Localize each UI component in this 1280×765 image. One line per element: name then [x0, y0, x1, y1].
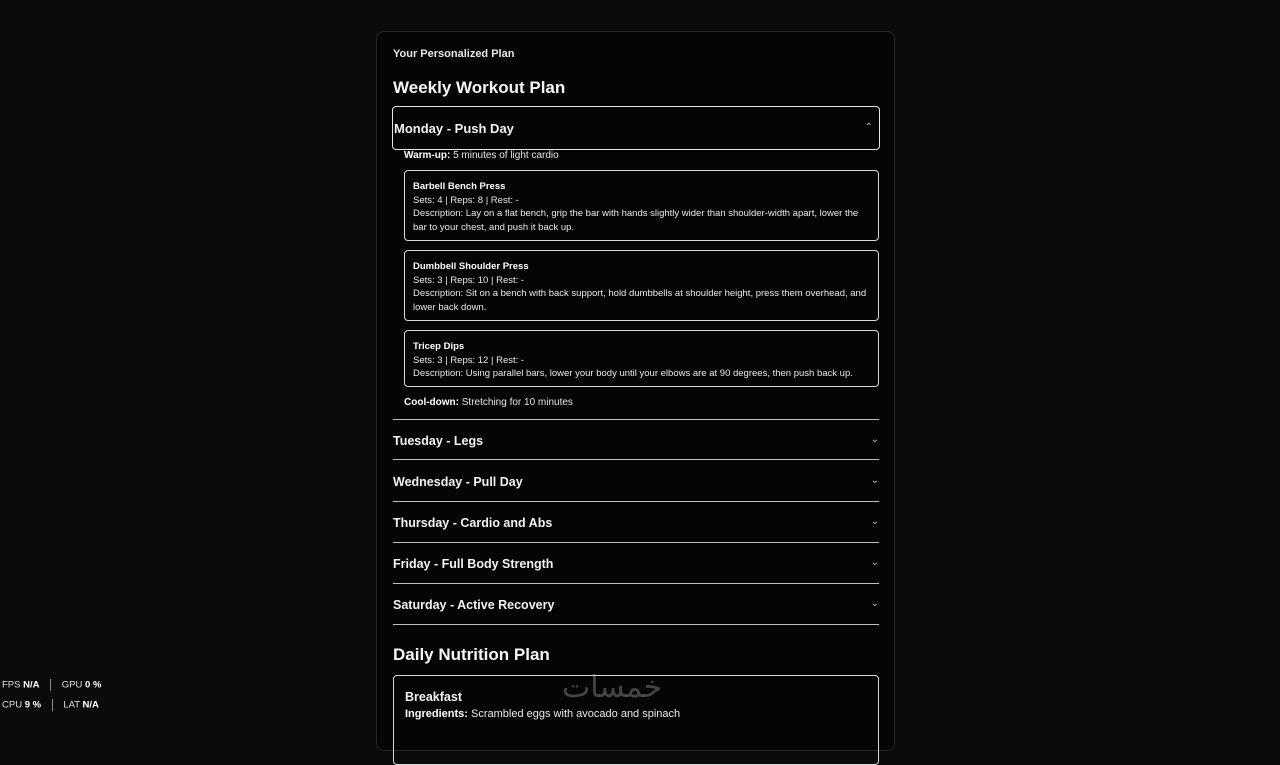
chevron-down-icon: ⌄: [870, 516, 879, 527]
accordion-friday[interactable]: [393, 543, 879, 584]
exercise-description: Description: Lay on a flat bench, grip the bar with hands slightly wider than shoulder-width apart, lower the bar to your chest, and push it back up.: [413, 208, 859, 233]
cpu-label: CPU: [2, 699, 23, 711]
exercise-card: [404, 170, 879, 241]
accordion-saturday[interactable]: [393, 584, 879, 625]
divider: [50, 679, 51, 691]
divider: [52, 699, 53, 711]
exercise-name: Tricep Dips: [413, 341, 465, 352]
fps-label: FPS: [2, 679, 21, 691]
lat-label: LAT: [63, 699, 80, 711]
cooldown-line: [393, 397, 573, 408]
chevron-down-icon: ⌄: [870, 475, 879, 486]
perf-overlay-row-1: [2, 679, 101, 691]
gpu-value: 0 %: [85, 679, 102, 691]
accordion-friday-title: Friday - Full Body Strength: [393, 557, 554, 571]
cpu-value: 9 %: [24, 699, 42, 711]
accordion-thursday[interactable]: [393, 502, 879, 543]
exercise-card: [404, 330, 879, 387]
accordion-wednesday-title: Wednesday - Pull Day: [393, 475, 523, 489]
chevron-up-icon: ⌃: [864, 122, 873, 133]
accordion-tuesday[interactable]: [393, 419, 879, 460]
exercise-name: Dumbbell Shoulder Press: [413, 261, 529, 272]
plan-card: [376, 31, 895, 751]
fps-value: N/A: [23, 679, 40, 691]
meal-ingredients: [405, 708, 680, 720]
watermark-logo: خمسات: [562, 670, 663, 705]
accordion-wednesday[interactable]: [393, 461, 879, 502]
exercise-sets: Sets: 3 | Reps: 10 | Rest: -: [413, 274, 525, 286]
cooldown-label: Cool-down:: [404, 397, 459, 408]
cooldown-text: Stretching for 10 minutes: [461, 397, 573, 408]
accordion-monday-title: Monday - Push Day: [394, 121, 514, 136]
exercise-description: Description: Using parallel bars, lower your body until your elbows are at 90 degrees, then push back up.: [413, 368, 853, 379]
gpu-label: GPU: [61, 679, 83, 691]
exercise-sets: Sets: 3 | Reps: 12 | Rest: -: [413, 354, 525, 366]
perf-overlay-row-2: [2, 699, 99, 711]
accordion-tuesday-title: Tuesday - Legs: [393, 434, 484, 448]
chevron-down-icon: ⌄: [870, 557, 879, 568]
exercise-card: [404, 250, 879, 321]
lat-value: N/A: [82, 699, 99, 711]
accordion-monday[interactable]: [392, 106, 880, 150]
warmup-text: 5 minutes of light cardio: [453, 150, 559, 161]
ingredients-text: Scrambled eggs with avocado and spinach: [471, 708, 681, 720]
exercise-sets: Sets: 4 | Reps: 8 | Rest: -: [413, 194, 519, 206]
exercise-name: Barbell Bench Press: [413, 181, 506, 192]
nutrition-plan-title: Daily Nutrition Plan: [393, 645, 550, 664]
exercise-description: Description: Sit on a bench with back support, hold dumbbells at shoulder height, press them overhead, and lower back down.: [413, 288, 867, 313]
meal-title: Breakfast: [405, 690, 462, 704]
chevron-down-icon: ⌄: [870, 434, 879, 445]
ingredients-label: Ingredients:: [405, 708, 468, 720]
plan-eyebrow: Your Personalized Plan: [393, 48, 515, 60]
warmup-label: Warm-up:: [404, 150, 451, 161]
warmup-line: [393, 150, 559, 161]
workout-plan-title: Weekly Workout Plan: [393, 78, 566, 97]
accordion-thursday-title: Thursday - Cardio and Abs: [393, 516, 553, 530]
accordion-saturday-title: Saturday - Active Recovery: [393, 598, 555, 612]
chevron-down-icon: ⌄: [870, 598, 879, 609]
